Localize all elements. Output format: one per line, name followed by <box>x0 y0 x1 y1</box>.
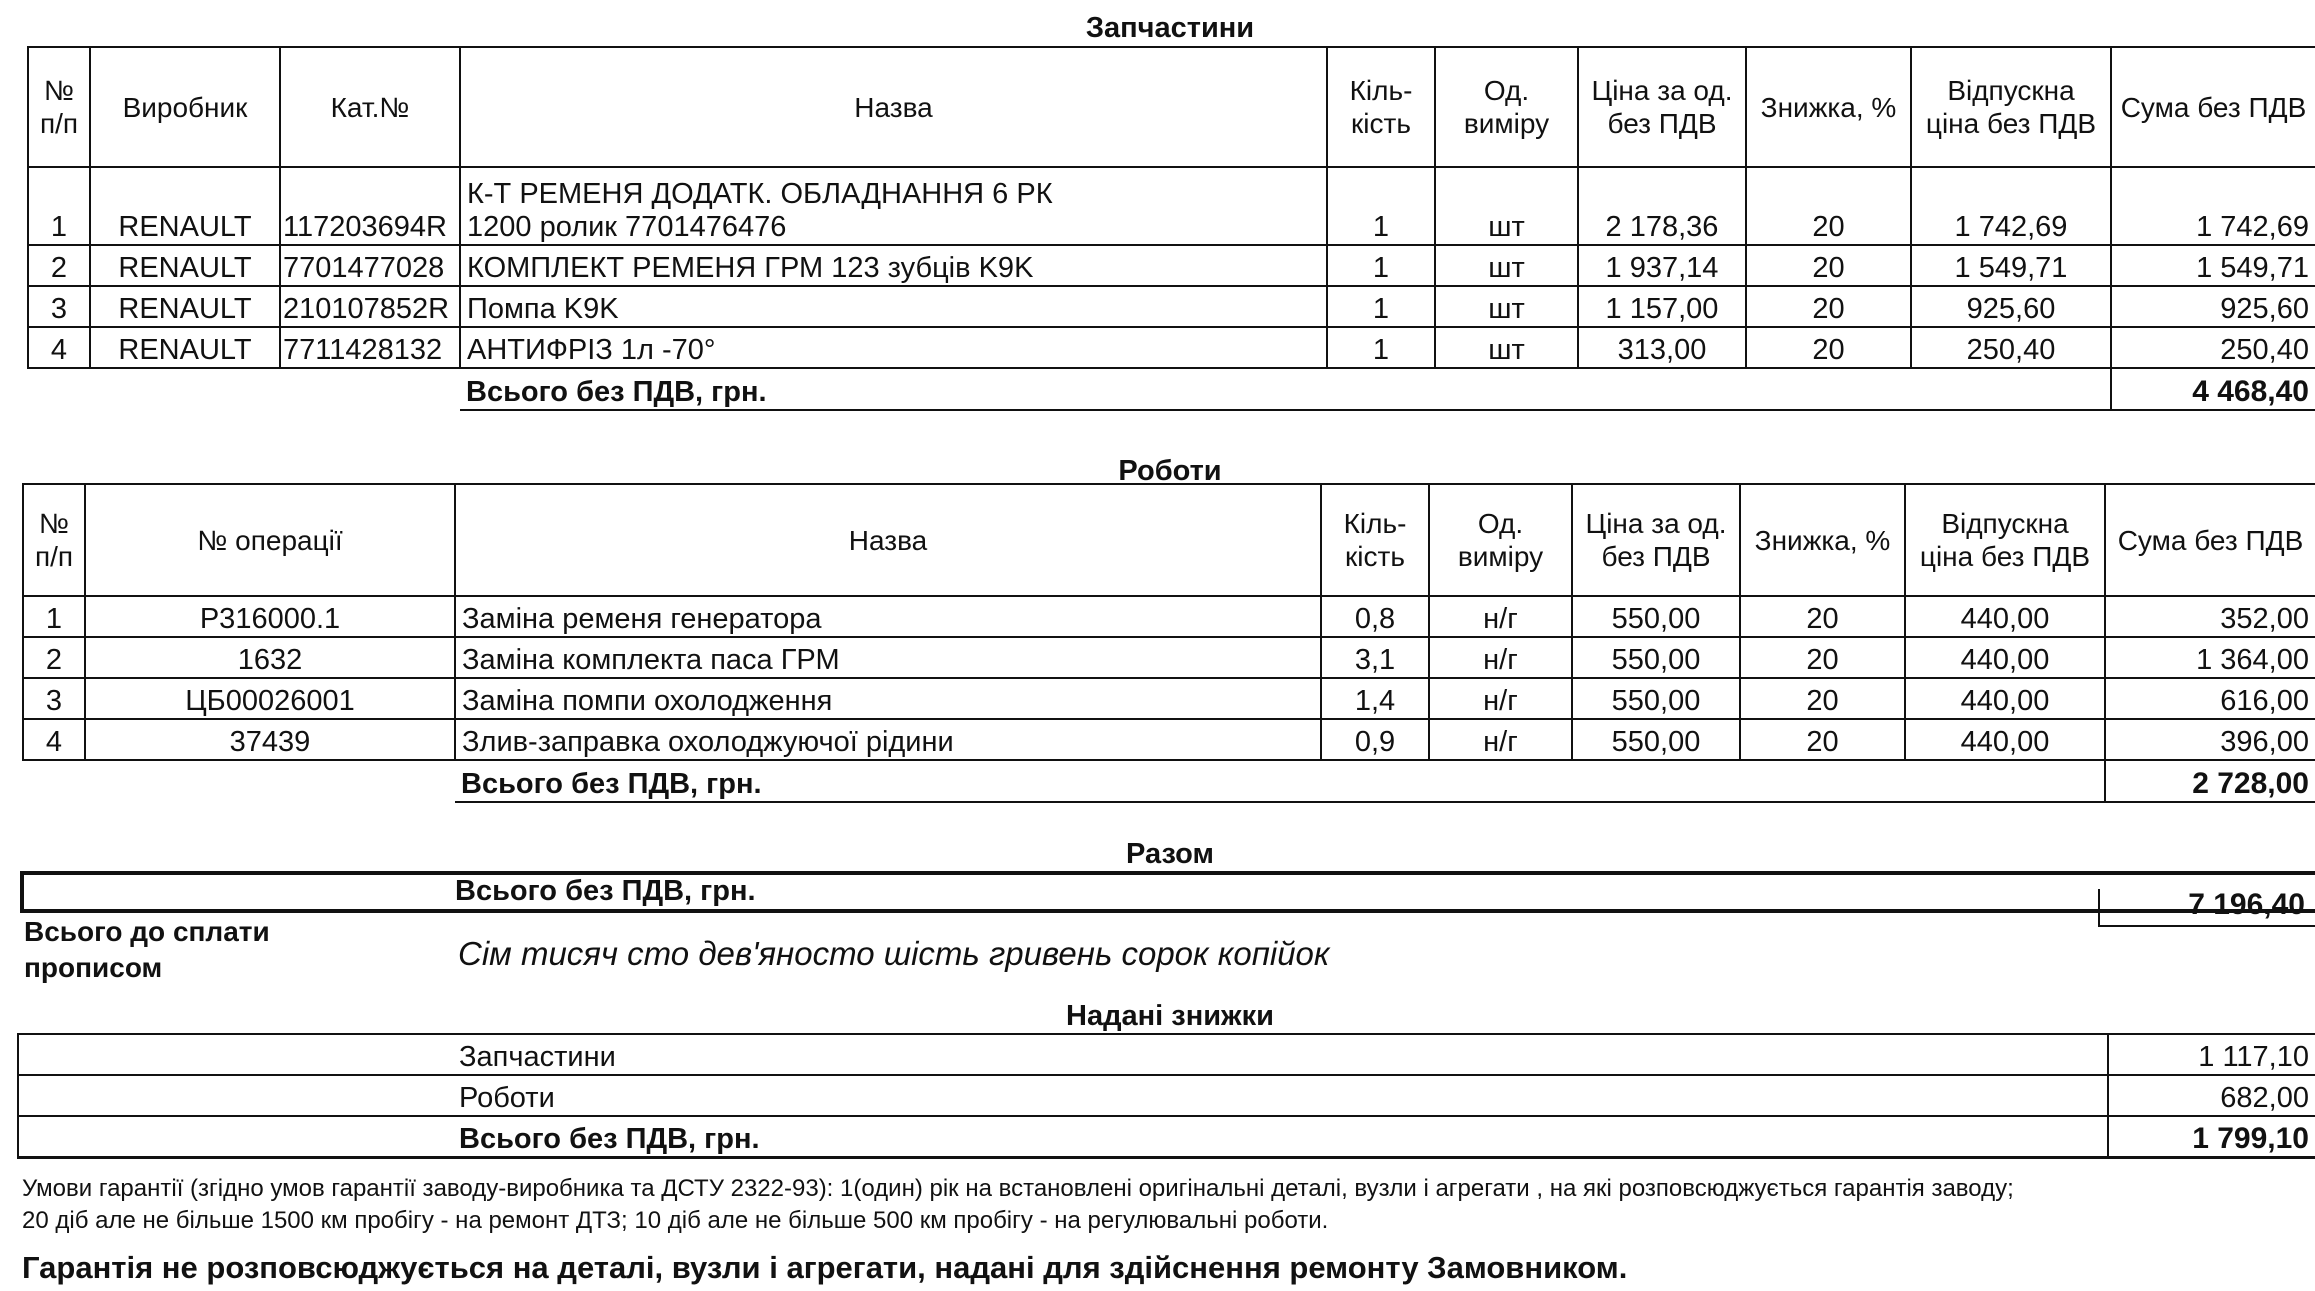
table-row <box>23 719 2315 760</box>
summary-total-label: Всього без ПДВ, грн. <box>455 875 756 907</box>
col-header-unit: Од. виміру <box>1435 47 1578 167</box>
col-header-discount: Знижка, % <box>1746 47 1911 167</box>
summary-section-title: Разом <box>1126 838 1214 870</box>
row-sum: 1 742,69 <box>2111 167 2315 245</box>
col-header-operation: № операції <box>85 484 455 596</box>
table-row <box>23 637 2315 678</box>
row-number: 4 <box>28 327 90 368</box>
discount-parts-label: Запчастини <box>453 1034 2108 1075</box>
row-name: Помпа K9K <box>460 286 1327 327</box>
row-qty: 1,4 <box>1321 678 1429 719</box>
row-name: КОМПЛЕКТ РЕМЕНЯ ГРМ 123 зубців K9K <box>460 245 1327 286</box>
row-price: 1 937,14 <box>1578 245 1746 286</box>
row-unit: шт <box>1435 245 1578 286</box>
row-discount: 20 <box>1740 637 1905 678</box>
row-name: Заміна помпи охолодження <box>455 678 1321 719</box>
row-catalog: 210107852R <box>280 286 460 327</box>
table-row <box>28 245 2315 286</box>
parts-table <box>27 46 2315 411</box>
warranty-terms <box>22 1173 2312 1237</box>
row-discount: 20 <box>1746 167 1911 245</box>
col-header-net-price: Відпускна ціна без ПДВ <box>1905 484 2105 596</box>
row-name: Злив-заправка охолоджуючої рідини <box>455 719 1321 760</box>
row-qty: 0,8 <box>1321 596 1429 637</box>
row-operation: P316000.1 <box>85 596 455 637</box>
row-net-price: 440,00 <box>1905 596 2105 637</box>
row-sum: 250,40 <box>2111 327 2315 368</box>
row-unit: шт <box>1435 286 1578 327</box>
col-header-name: Назва <box>460 47 1327 167</box>
col-header-price: Ціна за од. без ПДВ <box>1572 484 1740 596</box>
table-row <box>23 678 2315 719</box>
row-name: Заміна комплекта паса ГРМ <box>455 637 1321 678</box>
row-qty: 1 <box>1327 327 1435 368</box>
row-name: Заміна ременя генератора <box>455 596 1321 637</box>
amount-in-words-label-line1: Всього до сплати <box>24 916 270 947</box>
row-unit: шт <box>1435 327 1578 368</box>
table-row <box>28 327 2315 368</box>
row-operation: 1632 <box>85 637 455 678</box>
row-discount: 20 <box>1746 245 1911 286</box>
discount-total-value: 1 799,10 <box>2108 1116 2315 1158</box>
row-number: 2 <box>23 637 85 678</box>
col-header-number: № п/п <box>28 47 90 167</box>
row-price: 2 178,36 <box>1578 167 1746 245</box>
row-discount: 20 <box>1740 596 1905 637</box>
parts-total-label: Всього без ПДВ, грн. <box>460 368 2111 410</box>
works-total-value: 2 728,00 <box>2105 760 2315 802</box>
row-price: 550,00 <box>1572 719 1740 760</box>
works-table <box>22 483 2315 803</box>
row-maker: RENAULT <box>90 286 280 327</box>
amount-in-words-label <box>24 914 270 986</box>
row-net-price: 440,00 <box>1905 637 2105 678</box>
amount-in-words: Сім тисяч сто дев'яносто шість гривень сорок копійок <box>458 935 1330 972</box>
row-qty: 3,1 <box>1321 637 1429 678</box>
row-number: 1 <box>28 167 90 245</box>
amount-in-words-label-line2: прописом <box>24 952 163 983</box>
row-number: 4 <box>23 719 85 760</box>
row-catalog: 7701477028 <box>280 245 460 286</box>
summary-total-value: 7 196,40 <box>2188 888 2305 921</box>
discount-works-label: Роботи <box>453 1075 2108 1116</box>
row-number: 3 <box>23 678 85 719</box>
table-row <box>28 167 2315 245</box>
row-maker: RENAULT <box>90 167 280 245</box>
row-number: 2 <box>28 245 90 286</box>
works-section-title: Роботи <box>1118 455 1222 487</box>
row-sum: 1 549,71 <box>2111 245 2315 286</box>
row-sum: 925,60 <box>2111 286 2315 327</box>
row-net-price: 440,00 <box>1905 719 2105 760</box>
discounts-section-title: Надані знижки <box>1066 1000 1274 1032</box>
col-header-name: Назва <box>455 484 1321 596</box>
row-price: 550,00 <box>1572 637 1740 678</box>
row-discount: 20 <box>1746 327 1911 368</box>
row-sum: 396,00 <box>2105 719 2315 760</box>
row-price: 313,00 <box>1578 327 1746 368</box>
row-qty: 1 <box>1327 286 1435 327</box>
warranty-line-2: 20 діб але не більше 1500 км пробігу - на ремонт ДТЗ; 10 діб але не більше 500 км пробігу - на регулювальні роботи. <box>22 1207 1329 1234</box>
row-sum: 352,00 <box>2105 596 2315 637</box>
table-row <box>28 286 2315 327</box>
row-sum: 616,00 <box>2105 678 2315 719</box>
row-qty: 1 <box>1327 167 1435 245</box>
summary-box <box>20 871 2315 913</box>
col-header-number: № п/п <box>23 484 85 596</box>
col-header-net-price: Відпускна ціна без ПДВ <box>1911 47 2111 167</box>
row-price: 550,00 <box>1572 596 1740 637</box>
col-header-discount: Знижка, % <box>1740 484 1905 596</box>
works-total-label: Всього без ПДВ, грн. <box>455 760 2105 802</box>
row-discount: 20 <box>1746 286 1911 327</box>
col-header-sum: Сума без ПДВ <box>2111 47 2315 167</box>
parts-section-title: Запчастини <box>1085 12 1255 44</box>
parts-total-value: 4 468,40 <box>2111 368 2315 410</box>
row-maker: RENAULT <box>90 245 280 286</box>
row-maker: RENAULT <box>90 327 280 368</box>
row-catalog: 7711428132 <box>280 327 460 368</box>
row-catalog: 117203694R <box>280 167 460 245</box>
row-net-price: 250,40 <box>1911 327 2111 368</box>
col-header-catalog: Кат.№ <box>280 47 460 167</box>
row-price: 550,00 <box>1572 678 1740 719</box>
warranty-line-1: Умови гарантії (згідно умов гарантії заводу-виробника та ДСТУ 2322-93): 1(один) рік на встановлені оригінальні деталі, вузли і агрегати , на які розповсюджується гарантія заводу; <box>22 1175 2014 1202</box>
row-unit: н/г <box>1429 678 1572 719</box>
row-number: 3 <box>28 286 90 327</box>
row-discount: 20 <box>1740 678 1905 719</box>
row-qty: 0,9 <box>1321 719 1429 760</box>
row-discount: 20 <box>1740 719 1905 760</box>
row-qty: 1 <box>1327 245 1435 286</box>
row-operation: 37439 <box>85 719 455 760</box>
col-header-maker: Виробник <box>90 47 280 167</box>
discount-parts-value: 1 117,10 <box>2108 1034 2315 1075</box>
row-net-price: 440,00 <box>1905 678 2105 719</box>
table-row <box>23 596 2315 637</box>
row-name: АНТИФРІЗ 1л -70° <box>460 327 1327 368</box>
row-unit: н/г <box>1429 719 1572 760</box>
col-header-unit: Од. виміру <box>1429 484 1572 596</box>
row-unit: н/г <box>1429 596 1572 637</box>
discount-works-value: 682,00 <box>2108 1075 2315 1116</box>
col-header-price: Ціна за од. без ПДВ <box>1578 47 1746 167</box>
row-operation: ЦБ00026001 <box>85 678 455 719</box>
row-unit: н/г <box>1429 637 1572 678</box>
row-name: К-Т РЕМЕНЯ ДОДАТК. ОБЛАДНАННЯ 6 РК 1200 ролик 7701476476 <box>460 167 1327 245</box>
row-number: 1 <box>23 596 85 637</box>
discounts-table <box>17 1033 2315 1159</box>
col-header-qty: Кіль-кість <box>1321 484 1429 596</box>
col-header-qty: Кіль-кість <box>1327 47 1435 167</box>
col-header-sum: Сума без ПДВ <box>2105 484 2315 596</box>
row-net-price: 925,60 <box>1911 286 2111 327</box>
discount-total-label: Всього без ПДВ, грн. <box>453 1116 2108 1158</box>
row-unit: шт <box>1435 167 1578 245</box>
row-net-price: 1 549,71 <box>1911 245 2111 286</box>
row-net-price: 1 742,69 <box>1911 167 2111 245</box>
row-price: 1 157,00 <box>1578 286 1746 327</box>
no-warranty-notice: Гарантія не розповсюджується на деталі, вузли і агрегати, надані для здійснення ремонту Замовником. <box>22 1250 1628 1285</box>
row-sum: 1 364,00 <box>2105 637 2315 678</box>
